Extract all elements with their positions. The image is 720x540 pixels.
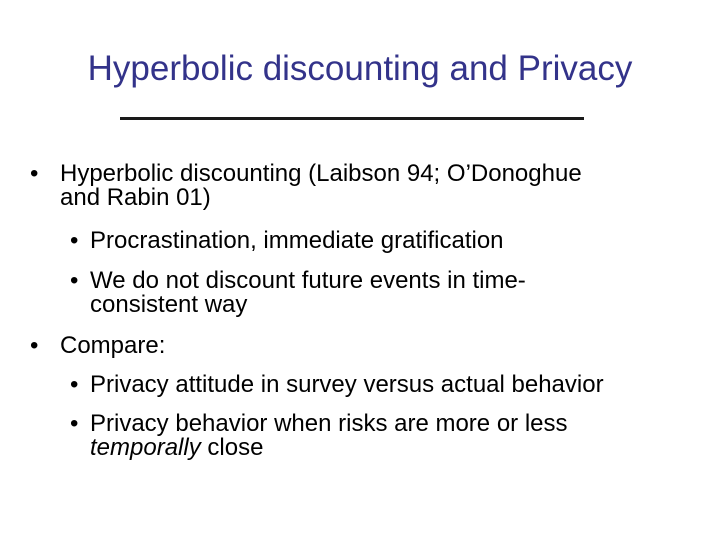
bullet-text-line: Hyperbolic discounting (Laibson 94; O’Donoghue	[60, 160, 582, 187]
sub-bullet-text-line	[90, 435, 263, 461]
bullet-text-line: and Rabin 01)	[60, 184, 211, 211]
bullet-marker: •	[30, 332, 39, 359]
bullet-marker: •	[70, 410, 79, 437]
bullet-marker: •	[70, 371, 79, 398]
emphasis-text: temporally	[90, 434, 201, 461]
bullet-marker: •	[70, 267, 79, 294]
sub-bullet-text-line: Privacy attitude in survey versus actual behavior	[90, 371, 604, 398]
bullet-marker: •	[30, 160, 39, 187]
sub-bullet-text-line: We do not discount future events in time-	[90, 267, 526, 294]
sub-bullet-text-line: Privacy behavior when risks are more or less	[90, 410, 568, 437]
title-underline	[120, 117, 584, 120]
sub-bullet-text-line: consistent way	[90, 291, 248, 318]
bullet-marker: •	[70, 227, 79, 254]
sub-bullet-text-line: Procrastination, immediate gratification	[90, 227, 504, 254]
slide-title: Hyperbolic discounting and Privacy	[87, 49, 633, 88]
bullet-text-line: Compare:	[60, 332, 166, 359]
sub-bullet-text-rest: close	[200, 434, 264, 461]
